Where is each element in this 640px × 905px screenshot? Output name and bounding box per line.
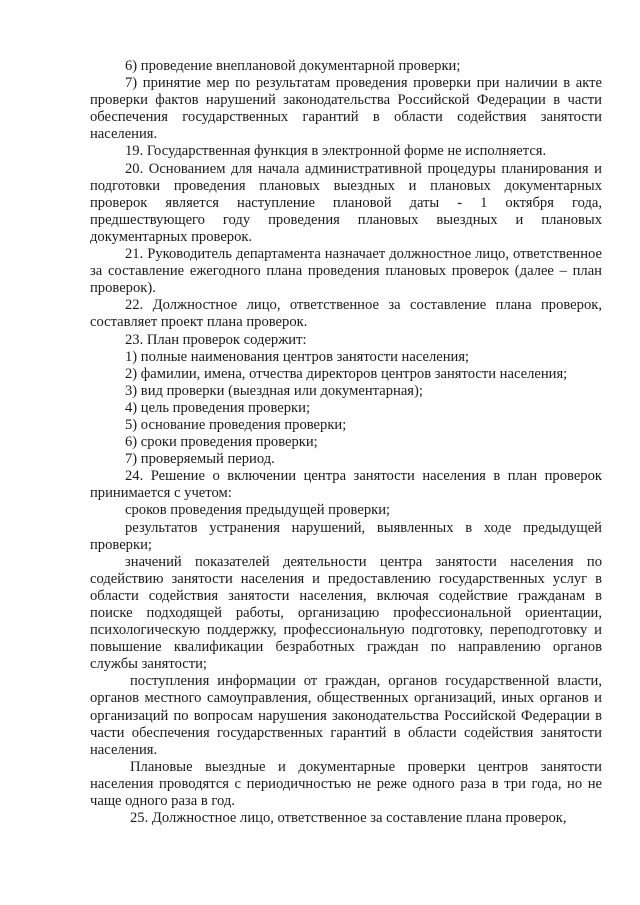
- criterion-indicators: значений показателей деятельности центра занятости населения по содействию занятости населения и предоставлению государственных услуг в области содействия занятости населения, включая содействие гражданам в поиске подходящей работы, организацию профессиональной ориентации, психологическую поддержку, профессиональную подготовку, переподготовку и повышение квалификации безработных граждан по направлению органов службы занятости;: [90, 553, 602, 673]
- plan-item-3: 3) вид проверки (выездная или документарная);: [125, 382, 423, 399]
- paragraph-24: 24. Решение о включении центра занятости населения в план проверок принимается с учетом:: [90, 468, 602, 502]
- criterion-information: поступления информации от граждан, органов государственной власти, органов местного самоуправления, общественных организаций, иных органов и организаций по вопросам нарушения законодательства Российской Федерации в части обеспечения государственных гарантий в области содействия занятости населения.: [90, 673, 602, 758]
- paragraph-item-7: 7) принятие мер по результатам проведения проверки при наличии в акте проверки фактов нарушений законодательства Российской Федерации в части обеспечения государственных гарантий в области содействия занятости населения.: [90, 75, 602, 143]
- plan-item-4: 4) цель проведения проверки;: [125, 399, 310, 416]
- paragraph-frequency: Плановые выездные и документарные проверки центров занятости населения проводятся с периодичностью не реже одного раза в три года, но не чаще одного раза в год.: [90, 758, 602, 810]
- plan-item-7: 7) проверяемый период.: [125, 451, 275, 468]
- plan-item-5: 5) основание проведения проверки;: [125, 416, 347, 433]
- paragraph-22: 22. Должностное лицо, ответственное за составление плана проверок, составляет проект плана проверок.: [90, 297, 602, 331]
- plan-item-2: 2) фамилии, имена, отчества директоров центров занятости населения;: [125, 365, 568, 382]
- paragraph-21: 21. Руководитель департамента назначает должностное лицо, ответственное за составление ежегодного плана проведения плановых проверок (далее – план проверок).: [90, 246, 602, 297]
- paragraph-25: 25. Должностное лицо, ответственное за составление плана проверок,: [130, 810, 567, 827]
- criterion-violations: результатов устранения нарушений, выявленных в ходе предыдущей проверки;: [90, 519, 602, 553]
- document-body: [90, 58, 602, 827]
- plan-item-1: 1) полные наименования центров занятости населения;: [125, 348, 470, 365]
- criterion-previous-check: сроков проведения предыдущей проверки;: [125, 502, 391, 519]
- paragraph-23: 23. План проверок содержит:: [125, 331, 307, 348]
- paragraph-20: 20. Основанием для начала административной процедуры планирования и подготовки проведения плановых выездных и плановых документарных проверок является наступление плановой даты - 1 октября года, предшествующего году проведения плановых выездных и плановых документарных проверок.: [90, 160, 602, 245]
- plan-item-6: 6) сроки проведения проверки;: [125, 434, 318, 451]
- paragraph-item-6: 6) проведение внеплановой документарной проверки;: [125, 58, 461, 74]
- paragraph-19: 19. Государственная функция в электронной форме не исполняется.: [125, 143, 547, 160]
